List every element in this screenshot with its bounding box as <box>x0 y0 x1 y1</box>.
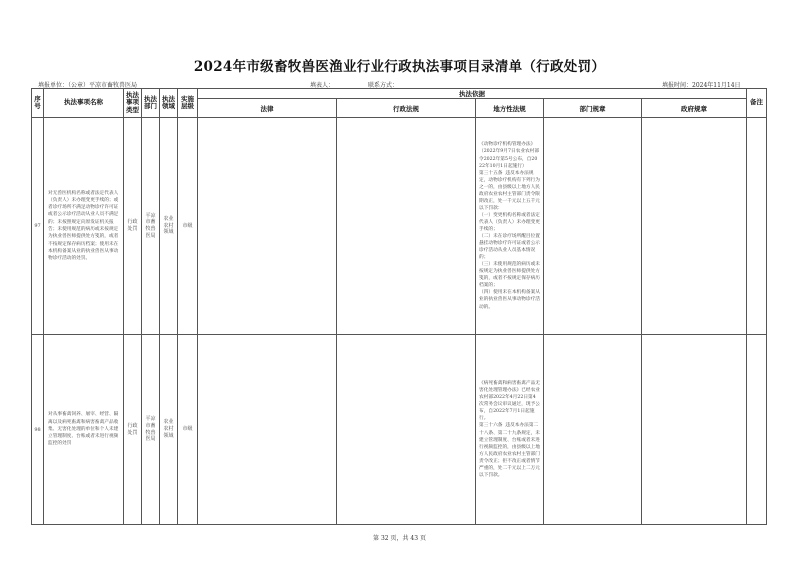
header-law: 法律 <box>198 99 337 118</box>
row-remark <box>747 335 767 525</box>
row-item-type: 行政处罚 <box>124 118 142 335</box>
header-level: 实施层级 <box>178 89 198 118</box>
header-item-name: 执法事项名称 <box>44 89 124 118</box>
header-item-type: 执法事项类型 <box>124 89 142 118</box>
row-local-reg: 《动物诊疗机构管理办法》（2022年9月7日农业农村部令2022年第5号公布，自2022年10月1日起施行） 第三十五条 违反本办法规定，动物诊疗机构有下列行为之一的，由县级以上地方人民政府农业农村主管部门责令限期改正，处一千元以上五千元以下罚款： （一）变更机构名称或者法定代表人（负责人）未办理变更手续的； （二）未在诊疗场所醒目位置悬挂动物诊疗许可证或者公示诊疗活动从业人员基本情况的； （三）未使用规范的病历或未按规定为执业兽医师提供处方笺的，或者不按规定保存病历档案的； （四）使用未在本机构备案从业的执业兽医从事动物诊疗活动的。 <box>476 118 544 335</box>
header-remark: 备注 <box>747 89 767 118</box>
row-admin-reg <box>337 335 476 525</box>
row-admin-reg <box>337 118 476 335</box>
filler-label: 填表人： <box>310 82 335 89</box>
row-law <box>198 335 337 525</box>
header-seq: 序号 <box>32 89 44 118</box>
header-admin-reg: 行政法规 <box>337 99 476 118</box>
row-dept: 平凉市畜牧兽医局 <box>142 118 160 335</box>
header-local-reg: 地方性法规 <box>476 99 544 118</box>
row-field: 农业农村领域 <box>160 118 178 335</box>
row-item-name: 对无兽医机构名称或者法定代表人（负责人）未办理变更手续的；或者诊疗场所不满足动物诊疗许可证或者公示诊疗活动从业人员不满足的；未按照规定向原发证机关报告；未使用规范的病历或未按规定为执业兽医师提供处方笺的，或者不按规定保存病历档案；使用未在本机构备案从业的执业兽医从事动物诊疗活动的处罚。 <box>44 118 124 335</box>
row-item-type: 行政处罚 <box>124 335 142 525</box>
header-dept: 执法部门 <box>142 89 160 118</box>
row-item-name: 对从事畜禽饲养、屠宰、经营、隔离以及病死畜禽和病害畜禽产品收集、无害化处理的单位和个人未建立管理制度、台账或者未进行视频监控的处罚 <box>44 335 124 525</box>
page-number: 第 32 页，共 43 页 <box>373 535 426 542</box>
row-field: 农业农村领域 <box>160 335 178 525</box>
header-field: 执法领域 <box>160 89 178 118</box>
row-dept: 平凉市畜牧兽医局 <box>142 335 160 525</box>
row-law <box>198 118 337 335</box>
row-dept-rule <box>544 335 642 525</box>
header-dept-rule: 部门规章 <box>544 99 642 118</box>
row-dept-rule <box>544 118 642 335</box>
table-row <box>32 118 767 335</box>
row-level: 市级 <box>178 118 198 335</box>
row-seq: 97 <box>32 118 44 335</box>
row-local-reg: 《病死畜禽和病害畜禽产品无害化处理管理办法》已经农业农村部2022年4月22日第4次常务会议审议通过，现予公布，自2022年7月1日起施行。 第三十六条 违反本办法第二十八条、第二十九条规定，未建立管理制度、台账或者未进行视频监控的，由县级以上地方人民政府农业农村主管部门责令改正；拒不改正或者情节严重的，处二千元以上二万元以下罚款。 <box>476 335 544 525</box>
header-gov-rule: 政府规章 <box>642 99 747 118</box>
report-date: 填报时间：2024年11月14日 <box>662 82 741 89</box>
row-gov-rule <box>642 118 747 335</box>
row-level: 市级 <box>178 335 198 525</box>
row-remark <box>747 118 767 335</box>
table-row <box>32 335 767 525</box>
row-seq: 98 <box>32 335 44 525</box>
page-title: 2024年市级畜牧兽医渔业行业行政执法事项目录清单（行政处罚） <box>193 59 606 75</box>
contact-label: 联系方式： <box>368 82 399 89</box>
reporting-unit: 填报单位：（公章）平凉市畜牧兽医局 <box>38 82 138 89</box>
enforcement-table <box>31 88 767 525</box>
row-gov-rule <box>642 335 747 525</box>
header-basis: 执法依据 <box>198 89 747 99</box>
